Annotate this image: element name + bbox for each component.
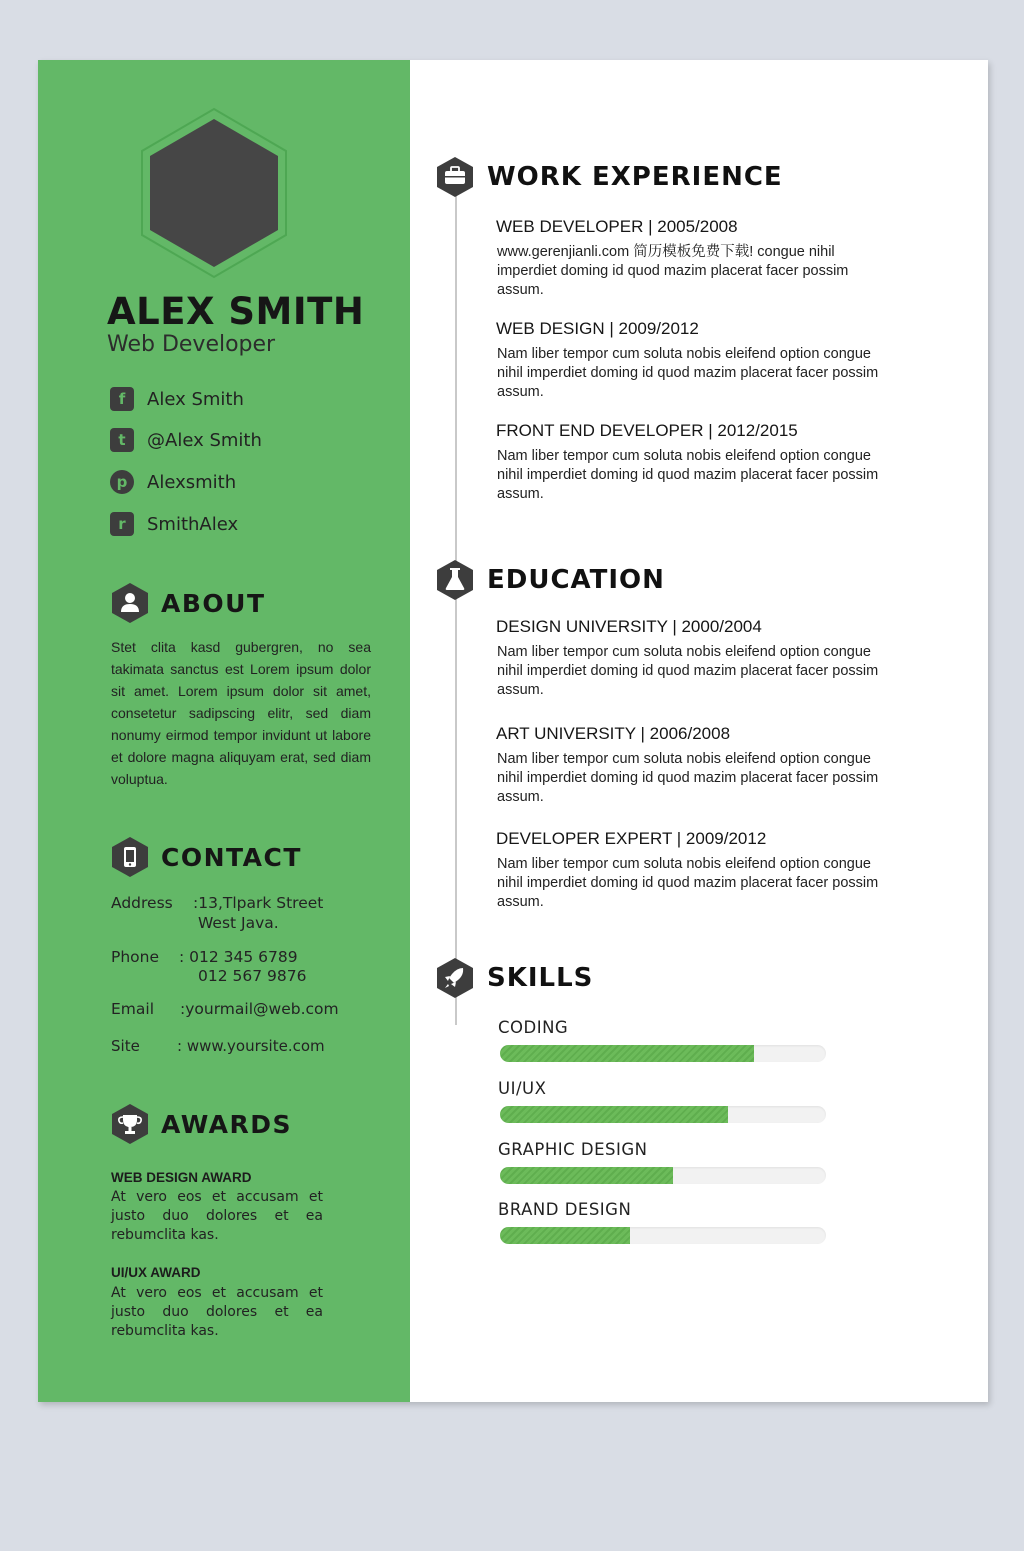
address-line2: West Java. — [198, 914, 279, 932]
address-label: Address — [111, 894, 173, 912]
resume-page — [38, 60, 988, 1402]
flask-icon — [436, 559, 474, 601]
education-item-desc: Nam liber tempor cum soluta nobis eleifend option congue nihil imperdiet doming id quod mazim placerat facer possim assum. — [497, 856, 879, 910]
education-item-title: DEVELOPER EXPERT | 2009/2012 — [496, 829, 767, 848]
awards-title: AWARDS — [161, 1109, 293, 1139]
social-label: Alexsmith — [147, 471, 237, 493]
address-line1: :13,Tlpark Street — [193, 894, 324, 912]
education-item-desc: Nam liber tempor cum soluta nobis eleifend option congue nihil imperdiet doming id quod mazim placerat facer possim assum. — [497, 644, 879, 698]
social-label: Alex Smith — [147, 388, 244, 410]
skill-bar-fill — [500, 1045, 754, 1062]
email-label: Email — [111, 1000, 155, 1018]
user-icon — [111, 582, 149, 624]
twitter-icon: t — [110, 428, 134, 452]
education-heading — [436, 559, 665, 601]
job-title: WEB DESIGN | 2009/2012 — [496, 319, 699, 338]
social-facebook[interactable] — [110, 385, 390, 413]
award-title: WEB DESIGN AWARD — [111, 1170, 252, 1185]
phone-line2: 012 567 9876 — [198, 967, 307, 985]
skill-bar-track — [500, 1106, 826, 1123]
job-desc: Nam liber tempor cum soluta nobis eleifend option congue nihil imperdiet doming id quod mazim placerat facer possim assum. — [497, 448, 879, 502]
timeline-line — [455, 195, 457, 1025]
skill-bar-fill — [500, 1227, 630, 1244]
award-title: UI/UX AWARD — [111, 1265, 201, 1280]
skill-bar-track — [500, 1227, 826, 1244]
site-value[interactable]: : www.yoursite.com — [177, 1037, 325, 1055]
contact-heading — [111, 836, 302, 878]
social-twitter[interactable] — [110, 426, 390, 454]
rss-icon: r — [110, 512, 134, 536]
avatar — [138, 107, 290, 279]
job-title: WEB DEVELOPER | 2005/2008 — [496, 217, 738, 236]
work-title: WORK EXPERIENCE — [487, 162, 783, 192]
contact-site[interactable] — [111, 1037, 325, 1055]
social-pinterest[interactable] — [110, 468, 390, 496]
skill-label: UI/UX — [498, 1079, 547, 1098]
phone-line1: : 012 345 6789 — [179, 948, 298, 966]
skill-label: GRAPHIC DESIGN — [498, 1140, 648, 1159]
about-text: Stet clita kasd gubergren, no sea takimata sanctus est Lorem ipsum dolor sit amet. Lorem ipsum dolor sit amet, consetetur sadipscing elitr, sed diam nonumy eirmod tempor invidunt ut labore et dolore magna aliquyam erat, sed diam voluptua. — [111, 639, 371, 787]
contact-title: CONTACT — [161, 842, 302, 872]
education-item-title: DESIGN UNIVERSITY | 2000/2004 — [496, 617, 762, 636]
awards-heading — [111, 1103, 292, 1145]
skill-bar-track — [500, 1167, 826, 1184]
trophy-icon — [111, 1103, 149, 1145]
about-heading — [111, 582, 266, 624]
profile-title: Web Developer — [107, 332, 276, 357]
rocket-icon — [436, 957, 474, 999]
award-text: At vero eos et accusam et justo duo dolores et ea rebumclita kas. — [111, 1189, 323, 1243]
facebook-icon: f — [110, 387, 134, 411]
education-title: EDUCATION — [487, 565, 665, 595]
phone-icon — [111, 836, 149, 878]
profile-name: ALEX SMITH — [107, 290, 365, 333]
phone-label: Phone — [111, 948, 160, 966]
briefcase-icon — [436, 156, 474, 198]
social-label: SmithAlex — [147, 513, 239, 535]
about-title: ABOUT — [161, 588, 266, 618]
site-label: Site — [111, 1037, 140, 1055]
education-item-title: ART UNIVERSITY | 2006/2008 — [496, 724, 731, 743]
job-title: FRONT END DEVELOPER | 2012/2015 — [496, 421, 798, 440]
skill-bar-fill — [500, 1106, 728, 1123]
skill-label: CODING — [498, 1018, 569, 1037]
skill-label: BRAND DESIGN — [498, 1200, 632, 1219]
award-text: At vero eos et accusam et justo duo dolores et ea rebumclita kas. — [111, 1285, 323, 1339]
skill-bar-fill — [500, 1167, 673, 1184]
job-desc: Nam liber tempor cum soluta nobis eleifend option congue nihil imperdiet doming id quod mazim placerat facer possim assum. — [497, 346, 879, 400]
skills-title: SKILLS — [487, 963, 594, 993]
social-label: @Alex Smith — [147, 429, 262, 451]
skill-bar-track — [500, 1045, 826, 1062]
email-value[interactable]: :yourmail@web.com — [180, 1000, 339, 1018]
contact-email[interactable] — [111, 1000, 339, 1018]
contact-address — [111, 894, 323, 912]
pinterest-icon: p — [110, 470, 134, 494]
sidebar — [38, 60, 410, 1402]
job-desc: www.gerenjianli.com 简历模板免费下载! congue nihil imperdiet doming id quod mazim placerat facer possim assum. — [497, 244, 849, 298]
contact-phone — [111, 948, 298, 966]
education-item-desc: Nam liber tempor cum soluta nobis eleifend option congue nihil imperdiet doming id quod mazim placerat facer possim assum. — [497, 751, 879, 805]
skills-heading — [436, 957, 593, 999]
social-rss[interactable] — [110, 510, 390, 538]
work-heading — [436, 156, 783, 198]
